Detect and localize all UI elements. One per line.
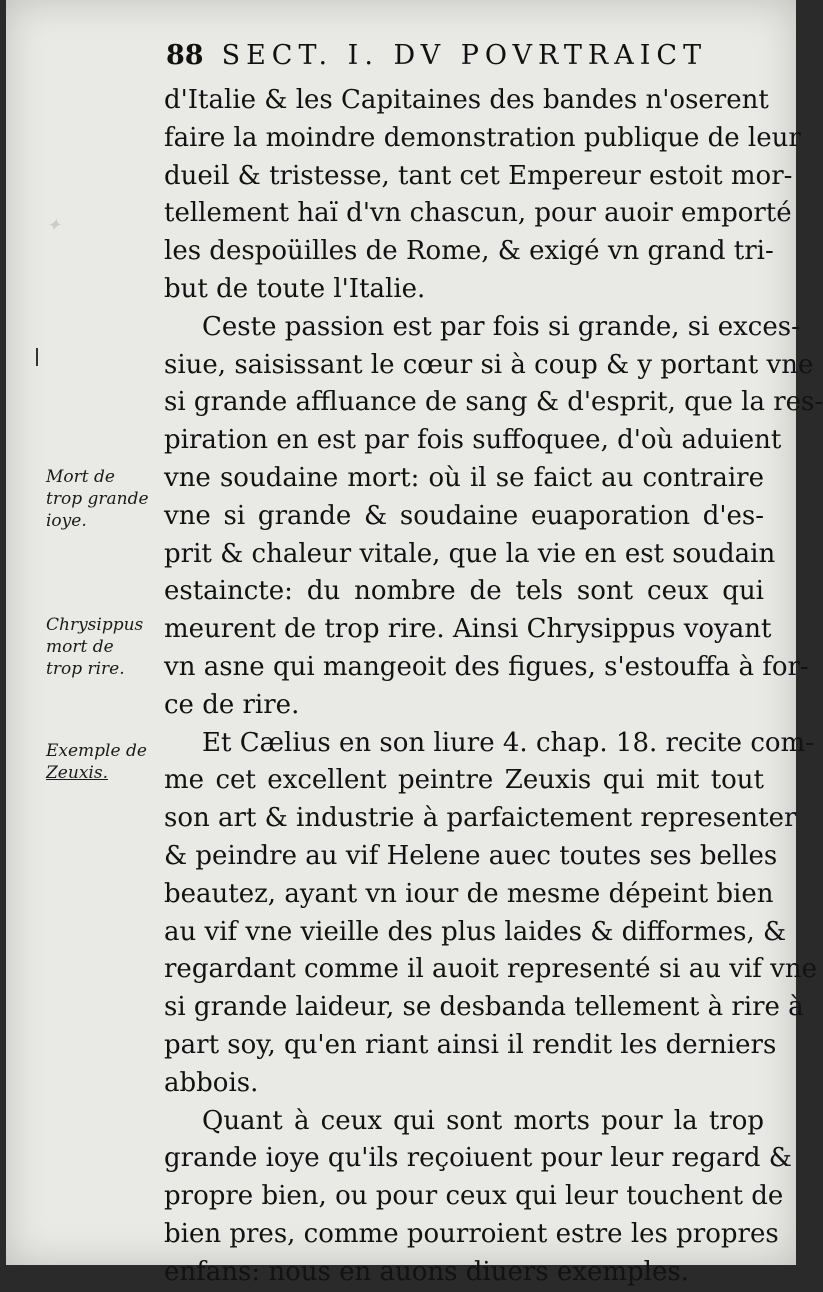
text-line: regardant comme il auoit representé si au vif vne bbox=[164, 954, 817, 985]
text-line: vne si grande & soudaine euaporation d'es- bbox=[164, 500, 764, 531]
text-line: si grande laideur, se desbanda tellement à rire à bbox=[164, 992, 804, 1023]
text-line: son art & industrie à parfaictement representer bbox=[164, 803, 797, 834]
text-line: enfans: nous en auons diuers exemples. bbox=[164, 1256, 689, 1287]
book-page bbox=[6, 0, 823, 1287]
text-line: dueil & tristesse, tant cet Empereur estoit mor- bbox=[164, 160, 793, 191]
margin-note-line: trop grande bbox=[46, 489, 149, 509]
body-text bbox=[164, 82, 823, 1292]
text-line: grande ioye qu'ils reçoiuent pour leur regard & bbox=[164, 1143, 792, 1174]
text-line: Et Cælius en son liure 4. chap. 18. recite com- bbox=[202, 727, 814, 758]
text-line: but de toute l'Italie. bbox=[164, 273, 426, 304]
margin-note-chrysippus bbox=[46, 614, 166, 680]
text-line: piration en est par fois suffoquee, d'où aduient bbox=[164, 425, 782, 456]
margin-note-line: Chrysippus bbox=[46, 615, 144, 635]
margin-note-zeuxis bbox=[46, 740, 166, 784]
running-head bbox=[166, 40, 707, 71]
text-line: ce de rire. bbox=[164, 689, 300, 720]
text-line: vn asne qui mangeoit des figues, s'estouffa à for- bbox=[164, 651, 809, 682]
text-line: abbois. bbox=[164, 1067, 259, 1098]
text-line: estaincte: du nombre de tels sont ceux qui bbox=[164, 576, 764, 607]
margin-note-line: ioye. bbox=[46, 511, 87, 531]
text-line: Quant à ceux qui sont morts pour la trop bbox=[202, 1105, 764, 1136]
text-line: me cet excellent peintre Zeuxis qui mit tout bbox=[164, 765, 764, 796]
text-line: vne soudaine mort: où il se faict au contraire bbox=[164, 462, 764, 493]
margin-note-mort-de-trop-grande-ioye bbox=[46, 466, 166, 532]
text-line: si grande affluance de sang & d'esprit, que la res- bbox=[164, 387, 823, 418]
text-line: faire la moindre demonstration publique de leur bbox=[164, 122, 801, 153]
text-line: siue, saisissant le cœur si à coup & y portant vne bbox=[164, 349, 814, 380]
margin-note-line: Mort de bbox=[46, 467, 115, 487]
stray-ink-mark bbox=[36, 348, 38, 366]
running-title: SECT. I. DV POVRTRAICT bbox=[221, 40, 708, 71]
page-number: 88 bbox=[166, 40, 204, 71]
text-line: Ceste passion est par fois si grande, si exces- bbox=[202, 311, 800, 342]
margin-note-line: Zeuxis. bbox=[46, 763, 108, 783]
bleed-through-text: ✦ bbox=[46, 215, 62, 236]
text-line: prit & chaleur vitale, que la vie en est soudain bbox=[164, 538, 776, 569]
text-line: beautez, ayant vn iour de mesme dépeint bien bbox=[164, 878, 774, 909]
margin-note-line: trop rire. bbox=[46, 659, 125, 679]
margin-note-line: Exemple de bbox=[46, 741, 147, 761]
text-line: tellement haï d'vn chascun, pour auoir emporté bbox=[164, 198, 792, 229]
text-line: propre bien, ou pour ceux qui leur touchent de bbox=[164, 1181, 784, 1212]
text-line: au vif vne vieille des plus laides & difformes, & bbox=[164, 916, 787, 947]
text-line: part soy, qu'en riant ainsi il rendit les derniers bbox=[164, 1029, 777, 1060]
text-line: meurent de trop rire. Ainsi Chrysippus voyant bbox=[164, 614, 772, 645]
text-line: les despoüilles de Rome, & exigé vn grand tri- bbox=[164, 236, 774, 267]
margin-note-line: mort de bbox=[46, 637, 114, 657]
text-line: d'Italie & les Capitaines des bandes n'oserent bbox=[164, 85, 769, 115]
text-line: & peindre au vif Helene auec toutes ses belles bbox=[164, 840, 778, 871]
text-line: bien pres, comme pourroient estre les propres bbox=[164, 1218, 779, 1249]
